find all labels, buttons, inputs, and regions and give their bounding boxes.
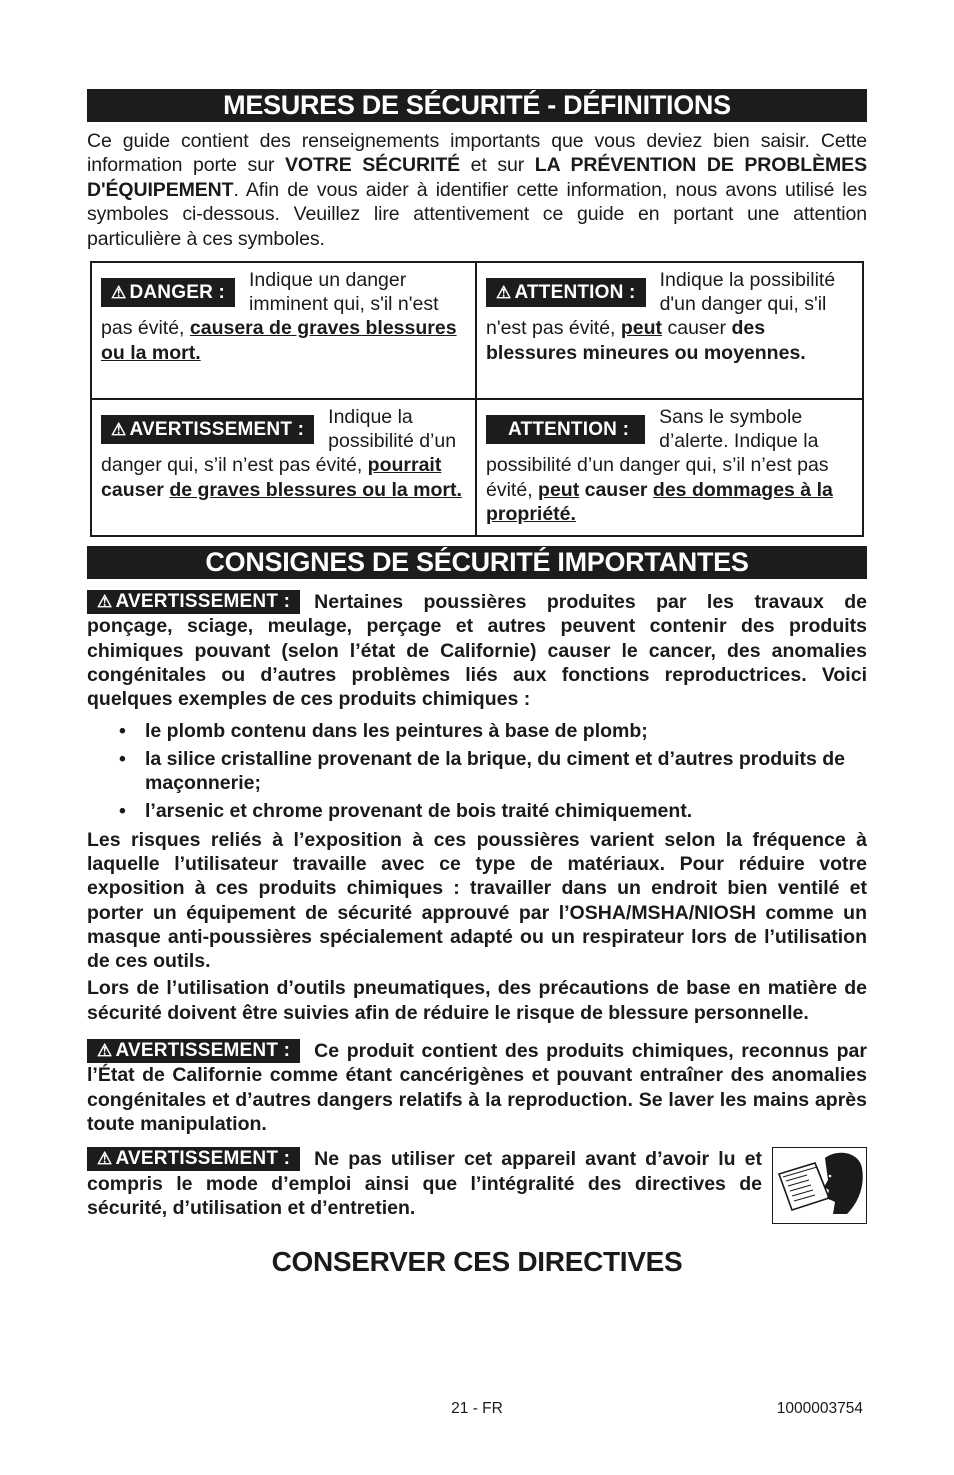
avertissement-badge-text: AVERTISSEMENT : <box>115 1040 291 1062</box>
avertissement-label-text: AVERTISSEMENT : <box>129 419 305 441</box>
attention-nosym-peut: peut <box>538 478 580 501</box>
pneumatic-tools-paragraph: Lors de l’utilisation d’outils pneumatiques, des précautions de base en matière de sécurité doivent être suivies afin de réduire le risque de blessure personnelle. <box>87 977 867 1024</box>
warning-dust <box>87 590 867 711</box>
attention-peut: peut <box>620 317 663 340</box>
avertissement-consequence: de graves blessures ou la mort. <box>169 478 462 501</box>
bullet-icon: • <box>119 719 126 742</box>
intro-bold-votre-securite: VOTRE SÉCURITÉ <box>284 154 461 177</box>
attention-nosym-text: Sans le symbole d’alerte. Indique la possibilité d’un danger qui, s’il n’est pas évité, <box>486 406 829 501</box>
signal-word-definitions-table <box>90 261 864 537</box>
attention-consequence: des blessures mineures ou moyennes. <box>486 317 806 364</box>
attention-nosym-causer: causer <box>579 478 653 501</box>
document-code: 1000003754 <box>776 1400 863 1417</box>
warning-read-manual-text: Ne pas utiliser cet appareil avant d’avoir lu et compris le mode d’emploi ainsi que l’intégralité des directives de sécurité, d’utilisation et d’entretien. <box>87 1148 762 1219</box>
alert-triangle-icon: ⚠ <box>97 1041 113 1061</box>
warning-dust-text: Nertaines poussières produites par les travaux de ponçage, sciage, meulage, perçage et autres peuvent contenir des produits chimiques pouvant (selon l’état de Californie) causer le cancer, des anomalies congénitales ou d’autres problèmes liés aux fonctions reproductrices. Voici quelques exemples de ces produits chimiques : <box>87 591 867 711</box>
page <box>87 89 867 1278</box>
avertissement-badge <box>87 1039 300 1063</box>
bullet-icon: • <box>119 747 126 770</box>
danger-label <box>101 278 235 307</box>
alert-triangle-icon: ⚠ <box>496 283 512 303</box>
warning-read-manual-body <box>87 1147 762 1224</box>
alert-triangle-icon: ⚠ <box>97 592 113 612</box>
definition-attention <box>477 263 862 400</box>
danger-text: Indique un danger imminent qui, s'il n'est pas évité, <box>101 269 439 340</box>
avertissement-text: Indique la possibilité d’un danger qui, s’il n’est pas évité, <box>101 406 457 477</box>
attention-causer: causer <box>662 317 732 340</box>
bullet-icon: • <box>119 800 126 823</box>
list-item-text: le plomb contenu dans les peintures à base de plomb; <box>145 719 648 742</box>
definition-attention-no-symbol <box>477 400 862 535</box>
intro-text-2: et sur <box>460 154 535 177</box>
attention-label-text: ATTENTION : <box>514 282 636 304</box>
list-item <box>119 799 867 823</box>
avertissement-pourrait: pourrait <box>367 454 442 477</box>
chemical-examples-list <box>87 719 867 824</box>
alert-triangle-icon: ⚠ <box>111 283 127 303</box>
list-item-text: la silice cristalline provenant de la brique, du ciment et d’autres produits de maçonnerie; <box>145 747 846 795</box>
danger-label-text: DANGER : <box>129 282 225 304</box>
danger-consequence: causera de graves blessures ou la mort. <box>101 317 457 364</box>
attention-nosym-consequence: des dommages à la propriété. <box>486 478 833 525</box>
intro-text-3: . Afin de vous aider à identifier cette information, nous avons utilisé les symboles ci-dessous. Veuillez lire attentivement ce guide en portant une attention particulière à ces symboles. <box>87 178 867 250</box>
intro-paragraph <box>87 129 867 251</box>
section-title-consignes: CONSIGNES DE SÉCURITÉ IMPORTANTES <box>87 546 867 579</box>
warning-california <box>87 1039 867 1136</box>
definition-danger <box>92 263 477 400</box>
save-instructions-title: CONSERVER CES DIRECTIVES <box>271 1246 683 1278</box>
avertissement-badge <box>87 590 300 614</box>
page-number: 21 - FR <box>451 1400 503 1417</box>
list-item <box>119 747 867 796</box>
exposure-risk-paragraph: Les risques reliés à l’exposition à ces poussières varient selon la fréquence à laquelle l’utilisateur travaille avec ce type de matériaux. Pour réduire votre exposition à ces produits chimiques : travailler dans un endroit bien ventilé et porter un équipement de sécurité approuvé par l’OSHA/MSHA/NIOSH comme un masque anti-poussières spécialement adapté ou un respirateur lors de l’utilisation de ces outils. <box>87 828 867 973</box>
alert-triangle-icon: ⚠ <box>111 420 127 440</box>
list-item-text: l’arsenic et chrome provenant de bois traité chimiquement. <box>145 800 693 823</box>
avertissement-badge <box>87 1147 300 1171</box>
avertissement-badge-text: AVERTISSEMENT : <box>115 1148 291 1170</box>
avertissement-causer: causer <box>101 478 170 501</box>
section-title-definitions: MESURES DE SÉCURITÉ - DÉFINITIONS <box>87 89 867 122</box>
avertissement-badge-text: AVERTISSEMENT : <box>115 591 291 613</box>
intro-text-1: Ce guide contient des renseignements importants que vous deviez bien saisir. Cette information porte sur <box>87 130 867 177</box>
list-item <box>119 719 867 743</box>
attention-text: Indique la possibilité d'un danger qui, s'il n'est pas évité, <box>486 269 836 340</box>
read-manual-icon <box>772 1147 867 1224</box>
warning-california-text: Ce produit contient des produits chimiques, reconnus par l’État de Californie comme étant cancérigènes et pouvant entraîner des anomalies congénitales et d’autres dangers relatifs à la reproduction. Se laver les mains après toute manipulation. <box>87 1040 867 1135</box>
attention-label <box>486 278 646 307</box>
alert-triangle-icon: ⚠ <box>97 1149 113 1169</box>
attention-nosym-label <box>486 415 645 444</box>
warning-read-manual <box>87 1147 867 1224</box>
avertissement-label <box>101 415 314 444</box>
attention-nosym-label-text: ATTENTION : <box>508 419 630 441</box>
definition-avertissement <box>92 400 477 535</box>
intro-bold-prevention: LA PRÉVENTION DE PROBLÈMES D'ÉQUIPEMENT <box>87 154 867 201</box>
